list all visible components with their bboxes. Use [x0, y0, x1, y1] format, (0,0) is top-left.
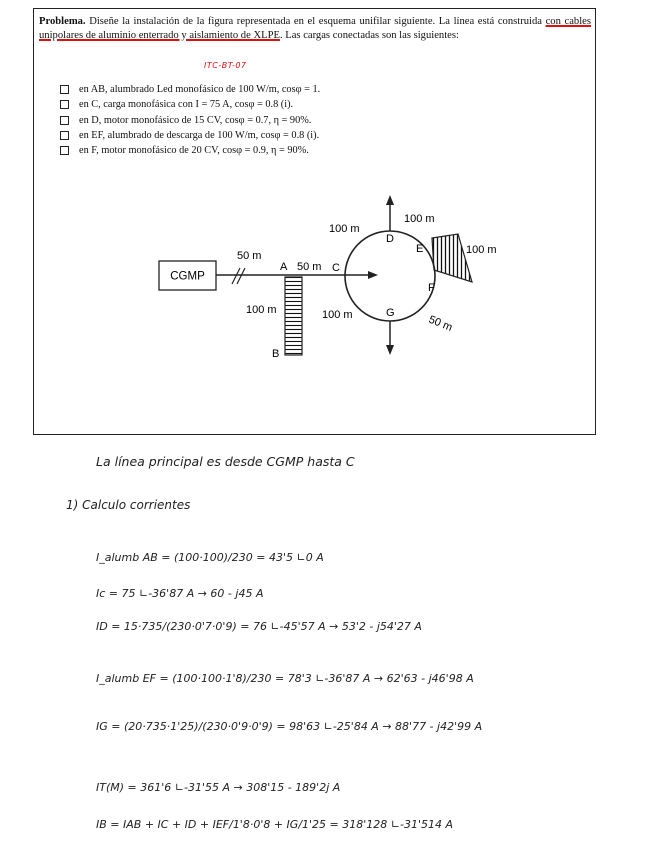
- node-a: A: [280, 261, 288, 273]
- node-b: B: [272, 348, 280, 360]
- calc-ab: I_alumb AB = (100·100)/230 = 43'5 ∟0 A: [96, 551, 324, 564]
- arrow-g-icon: [386, 345, 394, 355]
- branch-ab: [285, 277, 302, 355]
- node-f: F: [428, 282, 435, 294]
- len-a-c: 50 m: [297, 261, 322, 273]
- load-ef: [432, 234, 472, 282]
- node-d: D: [386, 233, 394, 245]
- load-item: en C, carga monofásica con I = 75 A, cosφ = 0.8 (i).: [60, 97, 320, 112]
- len-e-f: 100 m: [466, 244, 497, 256]
- note-line2: 1) Calculo corrientes: [66, 498, 191, 512]
- len-g-c: 100 m: [322, 309, 353, 321]
- calc-c: Ic = 75 ∟-36'87 A → 60 - j45 A: [96, 587, 264, 600]
- note-line1: La línea principal es desde CGMP hasta C: [96, 454, 355, 469]
- len-c-d: 100 m: [329, 223, 360, 235]
- len-d-e: 100 m: [404, 213, 435, 225]
- calc-ef: I_alumb EF = (100·100·1'8)/230 = 78'3 ∟-36'87 A → 62'63 - j46'98 A: [96, 672, 474, 685]
- calc-g: IG = (20·735·1'25)/(230·0'9·0'9) = 98'63 ∟-25'84 A → 88'77 - j42'99 A: [96, 720, 483, 733]
- problem-text-underlined: con cables unipolares de aluminio enterrado y aislamiento de XLPE: [39, 16, 591, 41]
- calc-d: ID = 15·735/(230·0'7·0'9) = 76 ∟-45'57 A → 53'2 - j54'27 A: [96, 620, 422, 633]
- problem-text-1: Diseñe la instalación de la figura representada en el esquema unifilar siguiente. La línea está construida: [85, 16, 546, 27]
- calc-t: IT(M) = 361'6 ∟-31'55 A → 308'15 - 189'2j A: [96, 781, 341, 794]
- itc-annotation: ITC-BT-07: [204, 61, 247, 70]
- len-cgmp-a: 50 m: [237, 250, 262, 262]
- len-a-b: 100 m: [246, 304, 277, 316]
- calc-b: IB = IAB + IC + ID + IEF/1'8·0'8 + IG/1'25 = 318'128 ∟-31'514 A: [96, 818, 454, 831]
- problem-text-2: . Las cargas conectadas son las siguientes:: [279, 29, 459, 41]
- arrow-d-icon: [386, 195, 394, 205]
- load-item: en D, motor monofásico de 15 CV, cosφ = 0.7, η = 90%.: [60, 113, 320, 128]
- load-item: en EF, alumbrado de descarga de 100 W/m, cosφ = 0.8 (i).: [60, 128, 320, 143]
- arrow-c-icon: [368, 271, 378, 279]
- load-item: en F, motor monofásico de 20 CV, cosφ = 0.9, η = 90%.: [60, 143, 320, 158]
- node-g: G: [386, 307, 395, 319]
- len-f-g: 50 m: [426, 313, 455, 334]
- cgmp-label: CGMP: [170, 270, 205, 283]
- load-item: en AB, alumbrado Led monofásico de 100 W/m, cosφ = 1.: [60, 82, 320, 97]
- node-c: C: [332, 262, 340, 274]
- problem-heading: Problema.: [39, 16, 86, 27]
- node-e: E: [416, 243, 424, 255]
